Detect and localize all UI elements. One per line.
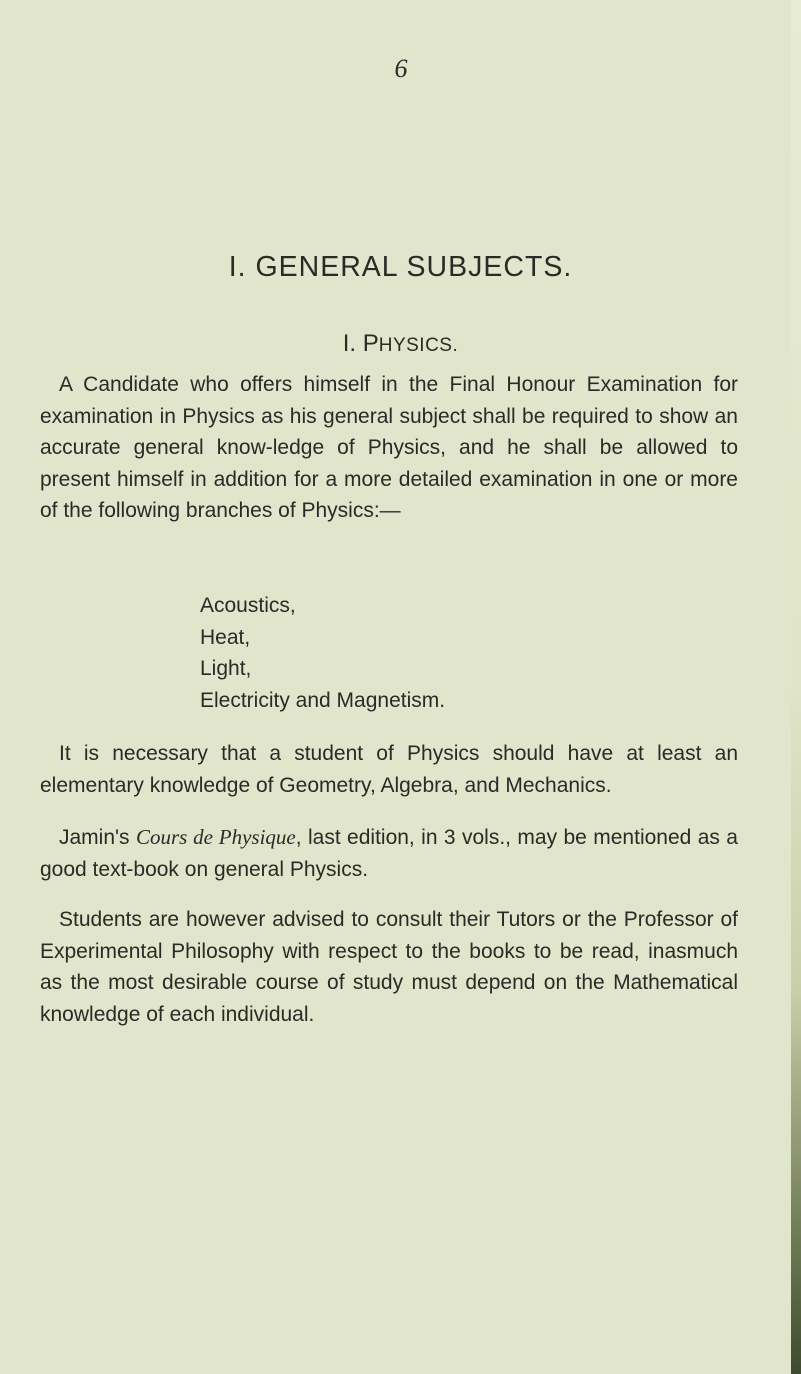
page-number: 6	[394, 54, 408, 83]
page-edge-shadow	[791, 0, 801, 1374]
section-heading: I. GENERAL SUBJECTS.	[228, 251, 573, 283]
list-item: Light,	[200, 657, 252, 681]
list-item: Heat,	[200, 625, 251, 649]
subsection-heading-smallcaps: HYSICS.	[378, 335, 459, 356]
subsection-heading	[0, 327, 801, 363]
textbook-text-before: Jamin's	[59, 826, 136, 849]
intro-paragraph: A Candidate who offers himself in the Final Honour Examination for examination in Physics as his general subject shall be required to show an accurate general know-ledge of Physics, and he shall be allowed to present himself in addition for a more detailed examination in one or more of the following branches of Physics:—	[40, 373, 738, 523]
list-item: Acoustics,	[200, 594, 296, 617]
textbook-text-after: , last edition, in 3 vols., may be mentioned as a good text-book on general Physics.	[40, 826, 738, 881]
subsection-heading-lead: I. P	[342, 330, 379, 357]
book-title: Cours de Physique	[135, 825, 296, 849]
textbook-paragraph	[40, 822, 738, 885]
prerequisites-paragraph: It is necessary that a student of Physics should have at least an elementary knowledge of Geometry, Algebra, and Mechanics.	[40, 742, 738, 797]
list-item: Electricity and Magnetism.	[200, 688, 446, 712]
physics-branches-list	[200, 590, 445, 716]
advice-paragraph: Students are however advised to consult their Tutors or the Professor of Experimental Philosophy with respect to the books to be read, inasmuch as the most desirable course of study must depend on the Mathematical knowledge of each individual.	[40, 908, 738, 1026]
